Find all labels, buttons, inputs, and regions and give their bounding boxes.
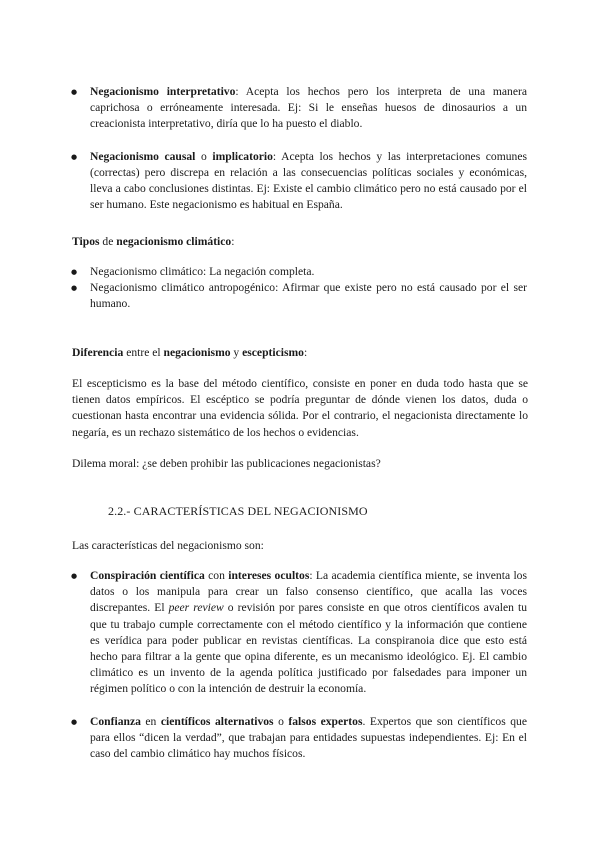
list-item: ● Negacionismo interpretativo: Acepta los hechos pero los interpreta de una manera caprichosa o erróneamente interesada. Ej: Si le enseñas huesos de dinosaurios a un creacionista interpretativo, diría que lo ha puesto el diablo. <box>90 84 527 133</box>
dilema-text: Dilema moral: ¿se deben prohibir las publicaciones negacionistas? <box>72 457 381 470</box>
list-item: ● Negacionismo climático antropogénico: Afirmar que existe pero no está causado por el ser humano. <box>90 280 527 312</box>
escepticismo-paragraph: El escepticismo es la base del método científico, consiste en poner en duda todo hasta que se tienen datos empíricos. El escéptico se podría preguntar de dónde vienen los datos, duda o cuestionan hasta encontrar una evidencia sólida. Por el contrario, el negacionista directamente lo negaría, es un rechazo sistemático de los hechos o evidencias. <box>72 377 528 439</box>
tipos-label: Tipos de negacionismo climático: <box>72 235 235 248</box>
list-item: ● Negacionismo causal o implicatorio: Acepta los hechos y las interpretaciones comunes (correctas) pero discrepa en relación a las consecuencias políticas sociales y económicas, lleva a cabo conclusiones distintas. Ej: Existe el cambio climático pero no está causado por el ser humano. Este negacionismo es habitual en España. <box>90 149 527 214</box>
list-item: ● Conspiración científica con intereses ocultos: La academia científica miente, se inventa los datos o los manipula para crear un falso consenso científico, que acalla las voces discrepantes. El peer review o revisión por pares consiste en que otros científicos avalen tu que tu trabajo cumple correctamente con el método científico y la información que contiene es verídica para poder publicar en revistas científicas. La conspiranoia dice que esto está hecho para filtrar a la gente que opina diferente, es un mecanismo ideológico. Ej. El cambio climático es un invento de la agenda política justificado por falsedades para imponer un régimen político o con la intención de destruir la economía. <box>90 568 527 698</box>
intro-text: Las características del negacionismo son: <box>72 539 264 552</box>
negacionismo-types-list <box>90 84 527 213</box>
climatic-types-list <box>90 264 527 313</box>
diferencia-label: Diferencia entre el negacionismo y escepticismo: <box>72 346 308 359</box>
list-item: ● Negacionismo climático: La negación completa. <box>90 264 527 280</box>
list-item: ● Confianza en científicos alternativos o falsos expertos. Expertos que son científicos que para ellos “dicen la verdad”, que trabajan para entidades supuestas independientes. Ej: En el caso del cambio climático hay muchos físicos. <box>90 714 527 763</box>
section-heading: 2.2.- CARACTERÍSTICAS DEL NEGACIONISMO <box>108 504 368 518</box>
characteristics-list <box>90 568 527 762</box>
